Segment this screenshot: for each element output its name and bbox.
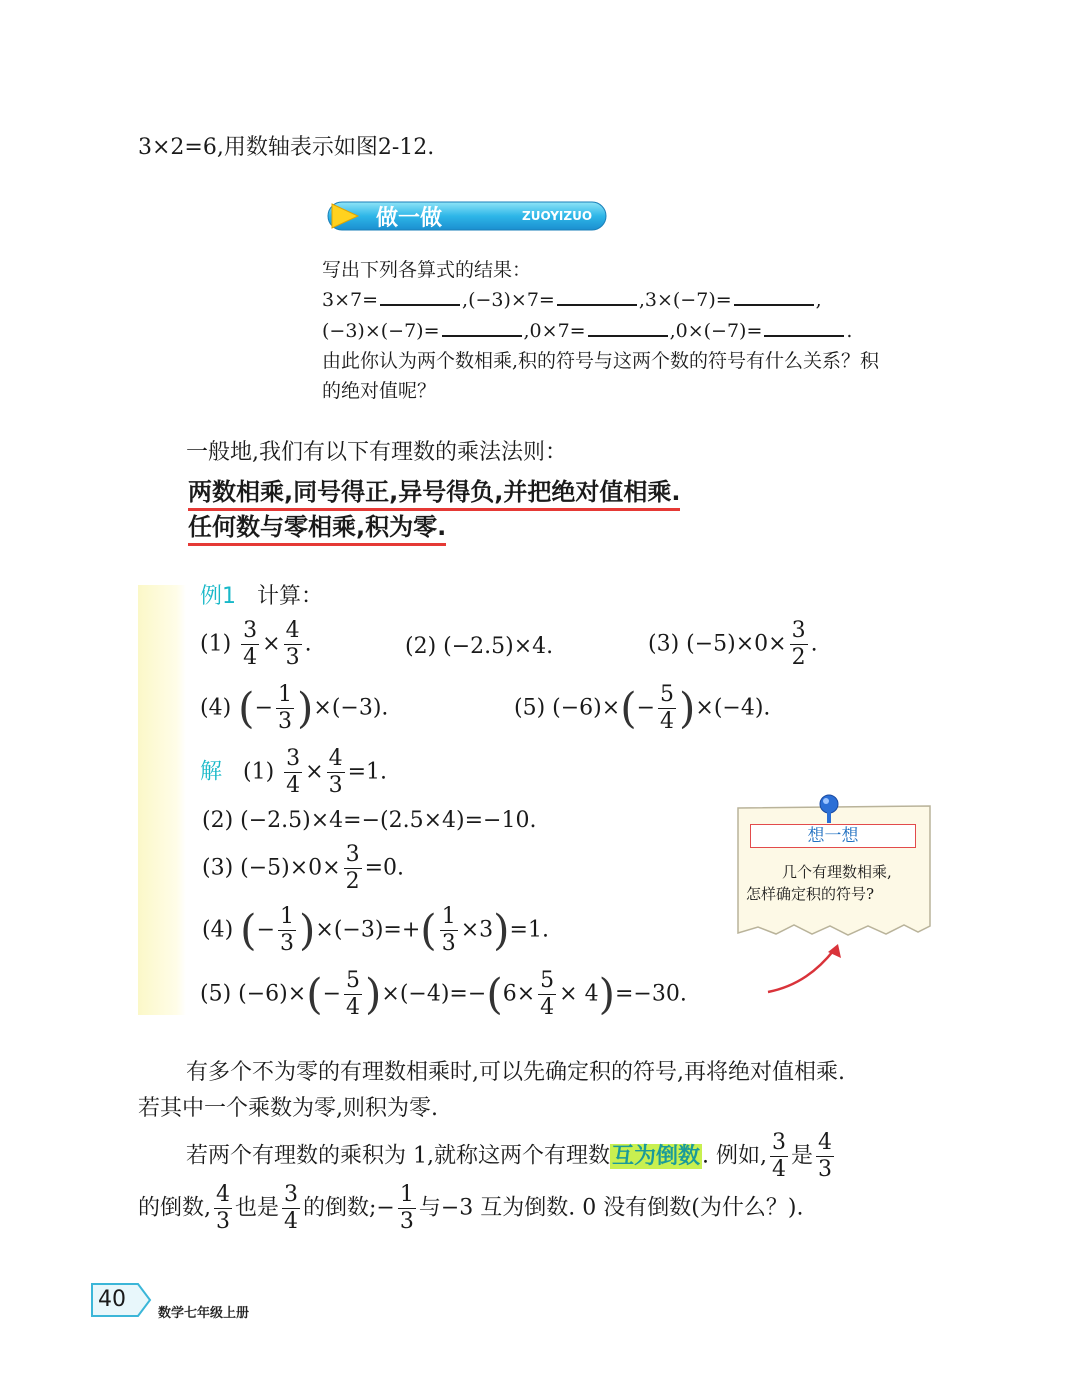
paragraph-2-line-1: 若两个有理数的乘积为 1,就称这两个有理数互为倒数. 例如, $\frac{3}{4}$ 是 $\frac{4}{3}$ (186, 1130, 833, 1182)
answer-blank[interactable] (588, 317, 668, 337)
fraction: $\frac{4}{3}$ (328, 746, 343, 798)
example-side-bar (138, 585, 186, 1015)
problem-number: (1) (200, 631, 232, 657)
fraction: $\frac{3}{2}$ (345, 842, 360, 894)
answer-blank[interactable] (734, 286, 814, 306)
row2-end: . (846, 320, 853, 342)
problem-4: (4) (− $\frac{1}{3}$ )×(−3). (200, 682, 389, 734)
term-highlight: 互为倒数 (612, 1143, 701, 1169)
fraction: $\frac{1}{3}$ (280, 904, 294, 956)
paragraph-1-line-1: 有多个不为零的有理数相乘时,可以先确定积的符号,再将绝对值相乘. (186, 1060, 845, 1085)
activity-question-line-1: 由此你认为两个数相乘,积的符号与这两个数的符号有什么关系？积 (322, 350, 880, 372)
row2-expr-3: ,0×(−7)= (669, 320, 763, 342)
activity-banner (326, 199, 608, 233)
problem-5: (5) (−6)×(− $\frac{5}{4}$ )×(−4). (514, 682, 771, 734)
page-number: 40 (98, 1287, 126, 1312)
rule-2-text: 任何数与零相乘,积为零. (188, 513, 446, 546)
activity-instruction: 写出下列各算式的结果： (322, 259, 532, 281)
think-note (736, 794, 932, 944)
solution-4: (4) (− $\frac{1}{3}$ )×(−3)=+( $\frac{1}{3}$ ×3)=1. (202, 904, 549, 956)
row1-expr-1: 3×7= (322, 289, 379, 311)
activity-question-line-2: 的绝对值呢？ (322, 380, 437, 402)
fraction: $\frac{3}{4}$ (772, 1130, 786, 1182)
solution-1: 解 (1) $\frac{3}{4}$ × $\frac{4}{3}$ =1. (200, 746, 388, 798)
example-label: 例1 (200, 584, 236, 609)
solution-5: (5) (−6)×(− $\frac{5}{4}$ )×(−4)=−(6× $\frac{5}{4}$ × 4)=−30. (200, 968, 687, 1020)
rule-2 (188, 511, 446, 543)
row1-end: , (815, 289, 822, 311)
row1-expr-3: ,3×(−7)= (638, 289, 732, 311)
answer-blank[interactable] (764, 317, 844, 337)
row2-expr-2: ,0×7= (523, 320, 586, 342)
problem-2: (2) (−2.5)×4. (405, 634, 554, 659)
example-task: 计算： (256, 584, 323, 609)
fraction: $\frac{3}{4}$ (243, 618, 258, 670)
page-number-tab (90, 1282, 158, 1320)
fraction: $\frac{5}{4}$ (346, 968, 361, 1020)
activity-row-1 (322, 285, 822, 315)
fraction: $\frac{1}{3}$ (441, 904, 456, 956)
solution-2: (2) (−2.5)×4=−(2.5×4)=−10. (202, 808, 537, 833)
activity-row-2 (322, 316, 852, 346)
fraction: $\frac{3}{4}$ (284, 1182, 299, 1234)
paragraph-1-line-2: 若其中一个乘数为零,则积为零. (138, 1096, 438, 1121)
book-title: 数学七年级上册 (158, 1306, 250, 1321)
rule-intro: 一般地,我们有以下有理数的乘法法则： (186, 440, 567, 465)
curved-arrow-icon (762, 940, 852, 1000)
row2-expr-1: (−3)×(−7)= (322, 320, 440, 342)
think-title-box (750, 824, 916, 848)
fraction: $\frac{3}{4}$ (286, 746, 301, 798)
fraction: $\frac{1}{3}$ (278, 682, 292, 734)
problem-1: (1) $\frac{3}{4}$ × $\frac{4}{3}$ . (200, 618, 312, 670)
rule-1 (188, 476, 680, 508)
pushpin-icon (816, 794, 842, 824)
fraction: $\frac{5}{4}$ (660, 682, 675, 734)
paragraph-2-line-2: 的倒数, $\frac{4}{3}$ 也是 $\frac{3}{4}$ 的倒数;− $\frac{1}{3}$ 与−3 互为倒数. 0 没有倒数(为什么？). (138, 1182, 804, 1234)
solution-3: (3) (−5)×0× $\frac{3}{2}$ =0. (202, 842, 405, 894)
intro-line: 3×2=6,用数轴表示如图2-12. (138, 135, 435, 160)
fraction: $\frac{4}{3}$ (216, 1182, 230, 1234)
answer-blank[interactable] (557, 286, 637, 306)
answer-blank[interactable] (380, 286, 460, 306)
banner-title: 做一做 (376, 206, 443, 231)
fraction: $\frac{4}{3}$ (285, 618, 300, 670)
answer-blank[interactable] (442, 317, 522, 337)
banner-subtitle: ZUOYIZUO (522, 209, 593, 223)
fraction: $\frac{5}{4}$ (540, 968, 555, 1020)
rule-1-text: 两数相乘,同号得正,异号得负,并把绝对值相乘. (188, 478, 680, 511)
fraction: $\frac{3}{2}$ (791, 618, 806, 670)
fraction: $\frac{4}{3}$ (818, 1130, 833, 1182)
think-line-1: 几个有理数相乘, (782, 863, 892, 881)
solution-label: 解 (200, 759, 223, 785)
problem-3: (3) (−5)×0× $\frac{3}{2}$ . (648, 618, 818, 670)
think-title: 想一想 (807, 826, 859, 846)
think-line-2: 怎样确定积的符号? (746, 885, 875, 903)
row1-expr-2: ,(−3)×7= (462, 289, 555, 311)
example-header (200, 582, 323, 612)
fraction: $\frac{1}{3}$ (399, 1182, 414, 1234)
